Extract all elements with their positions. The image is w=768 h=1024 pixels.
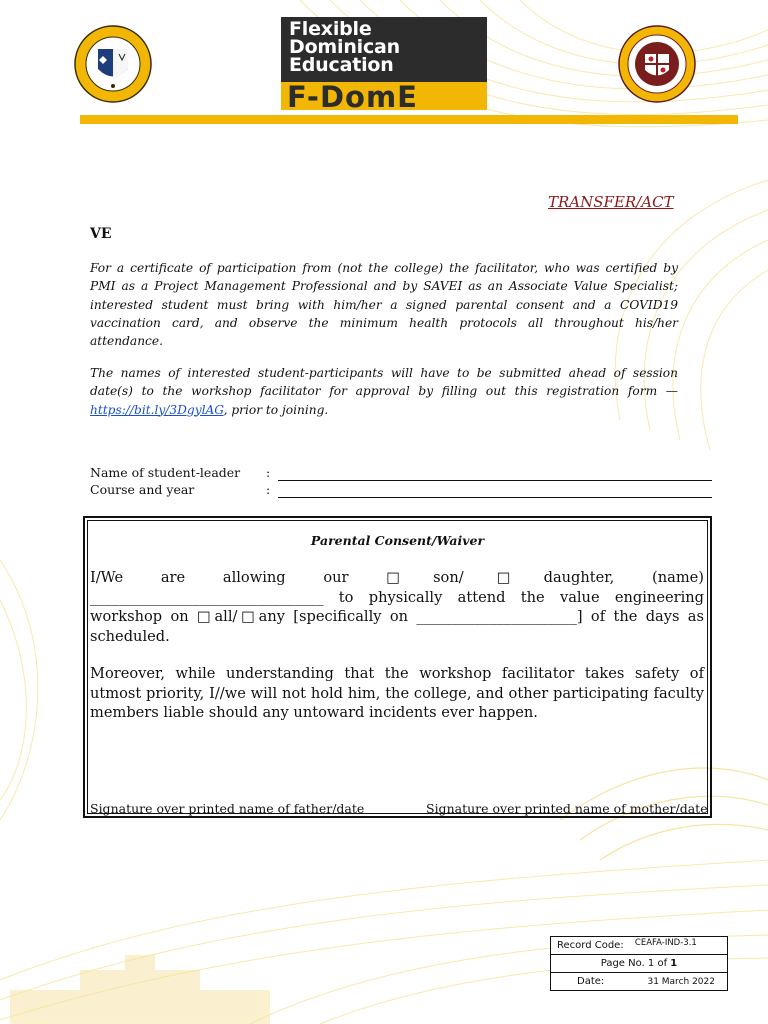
field-colon: : — [266, 465, 271, 480]
mother-signature-label: Signature over printed name of mother/date — [426, 801, 708, 816]
course-year-field — [90, 482, 271, 497]
document-subtitle: VE — [90, 226, 112, 242]
consent-paragraph-2: Moreover, while understanding that the workshop facilitator takes safety of utmost priority, I//we will not hold him, the college, and other participating faculty members liable should any untoward incidents ever happen. — [90, 665, 704, 721]
college-seal-logo — [617, 24, 697, 104]
page-number-label: Page No. 1 of — [600, 958, 671, 969]
student-leader-label: Name of student-leader — [90, 465, 241, 480]
student-leader-field — [90, 465, 271, 480]
consent-line-1: I/We are allowing our □son/□daughter, (name) — [90, 569, 704, 586]
page-total: 1 — [670, 958, 678, 969]
banner-text — [289, 20, 400, 74]
consent-paragraph-1 — [90, 568, 704, 646]
record-code-value: CEAFA-IND-3.1 — [634, 938, 697, 948]
registration-paragraph — [90, 364, 678, 419]
university-seal-logo — [73, 24, 153, 104]
record-code-table — [550, 936, 728, 991]
date-label: Date: — [577, 976, 605, 987]
registration-form-link[interactable]: https://bit.ly/3DgylAG — [90, 402, 224, 417]
page-number-row — [551, 955, 728, 973]
field-colon: : — [266, 482, 271, 497]
record-code-label: Record Code: — [557, 940, 624, 951]
course-year-input-line[interactable] — [278, 497, 712, 498]
banner-strip — [281, 80, 487, 114]
date-row — [551, 973, 728, 991]
page-number-cell — [551, 955, 728, 973]
parental-consent-box — [83, 516, 712, 818]
consent-line-3: workshop on □all/□any [specifically on ______________________] of the days as — [90, 608, 704, 625]
banner-line-2: Dominican — [289, 36, 400, 58]
banner-line-3: Education — [289, 54, 394, 76]
student-leader-input-line[interactable] — [278, 480, 712, 481]
consent-line-2: ________________________________ to physically attend the value engineering — [90, 588, 704, 606]
record-code-row — [551, 937, 728, 955]
fdome-banner-logo — [281, 17, 487, 114]
course-year-label: Course and year — [90, 482, 195, 497]
registration-text-end: , prior to joining. — [223, 402, 329, 417]
document-title: TRANSFER/ACT — [548, 193, 674, 211]
date-cell — [551, 973, 728, 991]
record-code-cell — [551, 937, 728, 955]
certificate-paragraph: For a certificate of participation from (not the college) the facilitator, who was certified by PMI as a Project Management Professional and by SAVEI as an Associate Value Specialist; interested student must bring with him/her a signed parental consent and a COVID19 vaccination card, and observe the minimum health protocols all throughout his/her attendance. — [90, 261, 678, 349]
consent-title: Parental Consent/Waiver — [310, 533, 485, 548]
banner-brand: F-DomE — [287, 80, 418, 114]
consent-line-4: scheduled. — [90, 627, 170, 645]
father-signature-label: Signature over printed name of father/date — [90, 801, 365, 816]
banner-line-1: Flexible — [289, 18, 372, 40]
header-gold-rule — [80, 115, 738, 124]
date-value: 31 March 2022 — [647, 977, 715, 987]
registration-text: The names of interested student-participants will have to be submitted ahead of session date(s) to the workshop facilitator for approval by filling out this registration form — — [90, 366, 678, 399]
